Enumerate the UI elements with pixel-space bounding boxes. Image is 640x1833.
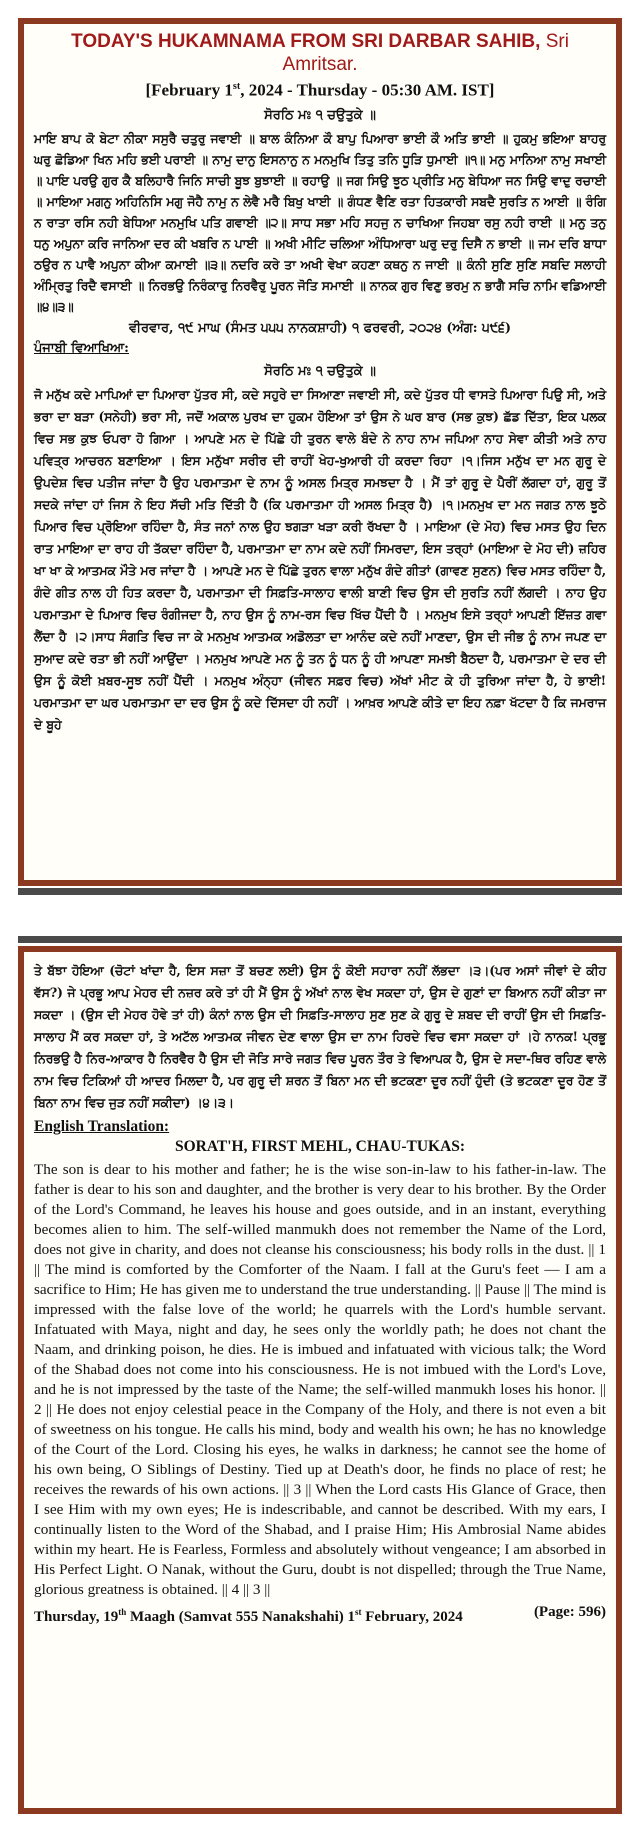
punjabi-text-part2: ਤੇ ਬੱਝਾ ਹੋਇਆ (ਚੋਟਾਂ ਖਾਂਦਾ ਹੈ, ਇਸ ਸਜ਼ਾ ਤੋਂ ਬਚਣ ਲਈ) ਉਸ ਨੂੰ ਕੋਈ ਸਹਾਰਾ ਨਹੀਂ ਲੱਭਦਾ ।੩।(ਪਰ ਅਸਾਂ ਜੀਵਾਂ ਦੇ ਕੀਹ ਵੱਸ?) ਜੇ ਪ੍ਰਭੂ ਆਪ ਮੇਹਰ ਦੀ ਨਜ਼ਰ ਕਰੇ ਤਾਂ ਹੀ ਮੈਂ ਉਸ ਨੂੰ ਅੱਖਾਂ ਨਾਲ ਵੇਖ ਸਕਦਾ ਹਾਂ, ਉਸ ਦੇ ਗੁਣਾਂ ਦਾ ਬਿਆਨ ਨਹੀਂ ਕੀਤਾ ਜਾ ਸਕਦਾ । (ਉਸ ਦੀ ਮੇਹਰ ਹੋਵੇ ਤਾਂ ਹੀ) ਕੰਨਾਂ ਨਾਲ ਉਸ ਦੀ ਸਿਫ਼ਤਿ-ਸਾਲਾਹ ਸੁਣ ਸੁਣ ਕੇ ਗੁਰੂ ਦੇ ਸ਼ਬਦ ਦੀ ਰਾਹੀਂ ਉਸ ਦੀ ਸਿਫ਼ਤਿ-ਸਾਲਾਹ ਮੈਂ ਕਰ ਸਕਦਾ ਹਾਂ, ਤੇ ਅਟੱਲ ਆਤਮਕ ਜੀਵਨ ਦੇਣ ਵਾਲਾ ਉਸ ਦਾ ਨਾਮ ਹਿਰਦੇ ਵਿਚ ਵਸਾ ਸਕਦਾ ਹਾਂ ।ਹੇ ਨਾਨਕ! ਪ੍ਰਭੂ ਨਿਰਭਉ ਹੈ ਨਿਰ-ਆਕਾਰ ਹੈ ਨਿਰਵੈਰ ਹੈ ਉਸ ਦੀ ਜੋਤਿ ਸਾਰੇ ਜਗਤ ਵਿਚ ਪੂਰਨ ਤੌਰ ਤੇ ਵਿਆਪਕ ਹੈ, ਉਸ ਦੇ ਸਦਾ-ਥਿਰ ਰਹਿਣ ਵਾਲੇ ਨਾਮ ਵਿਚ ਟਿਕਿਆਂ ਹੀ ਆਦਰ ਮਿਲਦਾ ਹੈ, ਪਰ ਗੁਰੂ ਦੀ ਸ਼ਰਨ ਤੋਂ ਬਿਨਾ ਮਨ ਦੀ ਭਟਕਣਾ ਦੂਰ ਨਹੀਂ ਹੁੰਦੀ (ਤੇ ਭਟਕਣਾ ਦੂਰ ਹੋਣ ਤੋਂ ਬਿਨਾ ਨਾਮ ਵਿਚ ਜੁੜ ਨਹੀਂ ਸਕੀਦਾ) ।੪।੩। <box>34 963 606 1110</box>
hukamnama-card-top <box>18 18 622 886</box>
gurbani-text: ਮਾਇ ਬਾਪ ਕੋ ਬੇਟਾ ਨੀਕਾ ਸਸੁਰੈ ਚਤੁਰੁ ਜਵਾਈ ॥ ਬਾਲ ਕੰਨਿਆ ਕੌ ਬਾਪੁ ਪਿਆਰਾ ਭਾਈ ਕੌ ਅਤਿ ਭਾਈ ॥ ਹੁਕਮੁ ਭਇਆ ਬਾਹਰੁ ਘਰੁ ਛੋਡਿਆ ਖਿਨ ਮਹਿ ਭਈ ਪਰਾਈ ॥ ਨਾਮੁ ਦਾਨੁ ਇਸਨਾਨੁ ਨ ਮਨਮੁਖਿ ਤਿਤੁ ਤਨਿ ਧੂੜਿ ਧੁਮਾਈ ॥੧॥ ਮਨੁ ਮਾਨਿਆ ਨਾਮੁ ਸਖਾਈ ॥ ਪਾਇ ਪਰਉ ਗੁਰ ਕੈ ਬਲਿਹਾਰੈ ਜਿਨਿ ਸਾਚੀ ਬੂਝ ਬੁਝਾਈ ॥ ਰਹਾਉ ॥ ਜਗ ਸਿਉ ਝੂਠ ਪ੍ਰੀਤਿ ਮਨੁ ਬੇਧਿਆ ਜਨ ਸਿਉ ਵਾਦੁ ਰਚਾਈ ॥ ਮਾਇਆ ਮਗਨੁ ਅਹਿਨਿਸਿ ਮਗੁ ਜੋਹੈ ਨਾਮੁ ਨ ਲੇਵੈ ਮਰੈ ਬਿਖੁ ਖਾਈ ॥ ਗੰਧਣ ਵੈਣਿ ਰਤਾ ਹਿਤਕਾਰੀ ਸਬਦੈ ਸੁਰਤਿ ਨ ਆਈ ॥ ਰੰਗਿ ਨ ਰਾਤਾ ਰਸਿ ਨਹੀ ਬੇਧਿਆ ਮਨਮੁਖਿ ਪਤਿ ਗਵਾਈ ॥੨॥ ਸਾਧ ਸਭਾ ਮਹਿ ਸਹਜੁ ਨ ਚਾਖਿਆ ਜਿਹਬਾ ਰਸੁ ਨਹੀ ਰਾਈ ॥ ਮਨੁ ਤਨੁ ਧਨੁ ਅਪੁਨਾ ਕਰਿ ਜਾਨਿਆ ਦਰ ਕੀ ਖਬਰਿ ਨ ਪਾਈ ॥ ਅਖੀ ਮੀਟਿ ਚਲਿਆ ਅੰਧਿਆਰਾ ਘਰੁ ਦਰੁ ਦਿਸੈ ਨ ਭਾਈ ॥ ਜਮ ਦਰਿ ਬਾਧਾ ਠਉਰ ਨ ਪਾਵੈ ਅਪੁਨਾ ਕੀਆ ਕਮਾਈ ॥੩॥ ਨਦਰਿ ਕਰੇ ਤਾ ਅਖੀ ਵੇਖਾ ਕਹਣਾ ਕਥਨੁ ਨ ਜਾਈ ॥ ਕੰਨੀ ਸੁਣਿ ਸੁਣਿ ਸਬਦਿ ਸਲਾਹੀ ਅੰਮ੍ਰਿਤੁ ਰਿਦੈ ਵਸਾਈ ॥ ਨਿਰਭਉ ਨਿਰੰਕਾਰੁ ਨਿਰਵੈਰੁ ਪੂਰਨ ਜੋਤਿ ਸਮਾਈ ॥ ਨਾਨਕ ਗੁਰ ਵਿਣੁ ਭਰਮੁ ਨ ਭਾਗੈ ਸਚਿ ਨਾਮਿ ਵਡਿਆਈ ॥੪॥੩॥ <box>34 130 606 314</box>
english-subheading: SORAT'H, FIRST MEHL, CHAU-TUKAS: <box>174 1138 466 1155</box>
page-number: (Page: 596) <box>533 1604 606 1620</box>
punjabi-text-part1: ਜੋ ਮਨੁੱਖ ਕਦੇ ਮਾਪਿਆਂ ਦਾ ਪਿਆਰਾ ਪੁੱਤਰ ਸੀ, ਕਦੇ ਸਹੁਰੇ ਦਾ ਸਿਆਣਾ ਜਵਾਈ ਸੀ, ਕਦੇ ਪੁੱਤਰ ਧੀ ਵਾਸਤੇ ਪਿਆਰਾ ਪਿਉ ਸੀ, ਅਤੇ ਭਰਾ ਦਾ ਬੜਾ (ਸਨੇਹੀ) ਭਰਾ ਸੀ, ਜਦੋਂ ਅਕਾਲ ਪੁਰਖ ਦਾ ਹੁਕਮ ਹੋਇਆ ਤਾਂ ਉਸ ਨੇ ਘਰ ਬਾਰ (ਸਭ ਕੁਝ) ਛੱਡ ਦਿੱਤਾ, ਇਕ ਪਲਕ ਵਿਚ ਸਭ ਕੁਝ ਓਪਰਾ ਹੋ ਗਿਆ । ਆਪਣੇ ਮਨ ਦੇ ਪਿੱਛੇ ਹੀ ਤੁਰਨ ਵਾਲੇ ਬੰਦੇ ਨੇ ਨਾਹ ਨਾਮ ਜਪਿਆ ਨਾਹ ਸੇਵਾ ਕੀਤੀ ਅਤੇ ਨਾਹ ਪਵਿਤ੍ਰ ਆਚਰਨ ਬਣਾਇਆ । ਇਸ ਮਨੁੱਖਾ ਸਰੀਰ ਦੀ ਰਾਹੀਂ ਖੇਹ-ਖੁਆਰੀ ਹੀ ਕਰਦਾ ਰਿਹਾ ।੧।ਜਿਸ ਮਨੁੱਖ ਦਾ ਮਨ ਗੁਰੂ ਦੇ ਉਪਦੇਸ਼ ਵਿਚ ਪਤੀਜ ਜਾਂਦਾ ਹੈ ਉਹ ਪਰਮਾਤਮਾ ਦੇ ਨਾਮ ਨੂੰ ਅਸਲ ਮਿਤ੍ਰ ਸਮਝਦਾ ਹੈ । ਮੈਂ ਤਾਂ ਗੁਰੂ ਦੇ ਪੈਰੀਂ ਲੱਗਦਾ ਹਾਂ, ਗੁਰੂ ਤੋਂ ਸਦਕੇ ਜਾਂਦਾ ਹਾਂ ਜਿਸ ਨੇ ਇਹ ਸੱਚੀ ਮਤਿ ਦਿੱਤੀ ਹੈ (ਕਿ ਪਰਮਾਤਮਾ ਹੀ ਅਸਲ ਮਿਤ੍ਰ ਹੈ) ।੧।ਮਨਮੁਖ ਦਾ ਮਨ ਜਗਤ ਨਾਲ ਝੂਠੇ ਪਿਆਰ ਵਿਚ ਪ੍ਰੋਇਆ ਰਹਿੰਦਾ ਹੈ, ਸੰਤ ਜਨਾਂ ਨਾਲ ਉਹ ਝਗੜਾ ਖੜਾ ਕਰੀ ਰੱਖਦਾ ਹੈ । ਮਾਇਆ (ਦੇ ਮੋਹ) ਵਿਚ ਮਸਤ ਉਹ ਦਿਨ ਰਾਤ ਮਾਇਆ ਦਾ ਰਾਹ ਹੀ ਤੱਕਦਾ ਰਹਿੰਦਾ ਹੈ, ਪਰਮਾਤਮਾ ਦਾ ਨਾਮ ਕਦੇ ਨਹੀਂ ਸਿਮਰਦਾ, ਇਸ ਤਰ੍ਹਾਂ (ਮਾਇਆ ਦੇ ਮੋਹ ਦੀ) ਜ਼ਹਿਰ ਖਾ ਖਾ ਕੇ ਆਤਮਕ ਮੌਤੇ ਮਰ ਜਾਂਦਾ ਹੈ । ਆਪਣੇ ਮਨ ਦੇ ਪਿੱਛੇ ਤੁਰਨ ਵਾਲਾ ਮਨੁੱਖ ਗੰਦੇ ਗੀਤਾਂ (ਗਾਵਣ ਸੁਣਨ) ਵਿਚ ਮਸਤ ਰਹਿੰਦਾ ਹੈ, ਗੰਦੇ ਗੀਤ ਨਾਲ ਹੀ ਹਿਤ ਕਰਦਾ ਹੈ, ਪਰਮਾਤਮਾ ਦੀ ਸਿਫ਼ਤਿ-ਸਾਲਾਹ ਵਾਲੀ ਬਾਣੀ ਵਿਚ ਉਸ ਦੀ ਸੁਰਤਿ ਨਹੀਂ ਲੱਗਦੀ । ਨਾਹ ਉਹ ਪਰਮਾਤਮਾ ਦੇ ਪਿਆਰ ਵਿਚ ਰੰਗੀਜਦਾ ਹੈ, ਨਾਹ ਉਸ ਨੂੰ ਨਾਮ-ਰਸ ਵਿਚ ਖਿੱਚ ਪੈਂਦੀ ਹੈ । ਮਨਮੁਖ ਇਸੇ ਤਰ੍ਹਾਂ ਆਪਣੀ ਇੱਜ਼ਤ ਗਵਾ ਲੈਂਦਾ ਹੈ ।੨।ਸਾਧ ਸੰਗਤਿ ਵਿਚ ਜਾ ਕੇ ਮਨਮੁਖ ਆਤਮਕ ਅਡੋਲਤਾ ਦਾ ਆਨੰਦ ਕਦੇ ਨਹੀਂ ਮਾਣਦਾ, ਉਸ ਦੀ ਜੀਭ ਨੂੰ ਨਾਮ ਜਪਣ ਦਾ ਸੁਆਦ ਕਦੇ ਰਤਾ ਭੀ ਨਹੀਂ ਆਉਂਦਾ । ਮਨਮੁਖ ਆਪਣੇ ਮਨ ਨੂੰ ਤਨ ਨੂੰ ਧਨ ਨੂੰ ਹੀ ਆਪਣਾ ਸਮਝੀ ਬੈਠਦਾ ਹੈ, ਪਰਮਾਤਮਾ ਦੇ ਦਰ ਦੀ ਉਸ ਨੂੰ ਕੋਈ ਖ਼ਬਰ-ਸੂਝ ਨਹੀਂ ਪੈਂਦੀ । ਮਨਮੁਖ ਅੰਨ੍ਹਾ (ਜੀਵਨ ਸਫ਼ਰ ਵਿਚ) ਅੱਖਾਂ ਮੀਟ ਕੇ ਹੀ ਤੁਰਿਆ ਜਾਂਦਾ ਹੈ, ਹੇ ਭਾਈ! ਪਰਮਾਤਮਾ ਦਾ ਘਰ ਪਰਮਾਤਮਾ ਦਾ ਦਰ ਉਸ ਨੂੰ ਕਦੇ ਦਿੱਸਦਾ ਹੀ ਨਹੀਂ । ਆਖ਼ਰ ਆਪਣੇ ਕੀਤੇ ਦਾ ਇਹ ਨਫ਼ਾ ਖੱਟਦਾ ਹੈ ਕਿ ਜਮਰਾਜ ਦੇ ਬੂਹੇ <box>34 386 606 732</box>
punjabi-subheading: ਸੋਰਠਿ ਮਃ ੧ ਚਉਤੁਕੇ ॥ <box>264 363 376 379</box>
date-pre: [February 1 <box>145 80 233 100</box>
divider-bar <box>18 936 622 943</box>
footer-date <box>34 1602 463 1627</box>
english-text: The son is dear to his mother and father; he is the wise son-in-law to his father-in-law. The father is dear to his son and daughter, and the brother is very dear to his brother. By the Order of the Lord's Command, he leaves his house and goes outside, and in an instant, everything becomes alien to him. The self-willed manmukh does not remember the Name of the Lord, does not give in charity, and does not cleanse his consciousness; his body rolls in the dust. || 1 || The mind is comforted by the Comforter of the Naam. I fall at the Guru's feet — I am a sacrifice to Him; He has given me to understand the true understanding. || Pause || The mind is impressed with the false love of the world; he quarrels with the Lord's humble servant. Infatuated with Maya, night and day, he sees only the worldly path; he does not chant the Naam, and drinking poison, he dies. He is imbued and infatuated with vicious talk; the Word of the Shabad does not come into his consciousness. He is not imbued with the Lord's Love, and he is not impressed by the taste of the Name; the self-willed manmukh loses his honor. || 2 || He does not enjoy celestial peace in the Company of the Holy, and there is not even a bit of sweetness on his tongue. He calls his mind, body and wealth his own; he has no knowledge of the Court of the Lord. Closing his eyes, he walks in darkness; he cannot see the home of his own being, O Siblings of Destiny. Tied up at Death's door, he finds no place of rest; he receives the rewards of his own actions. || 3 || When the Lord casts His Glance of Grace, then I see Him with my own eyes; He is indescribable, and cannot be described. With my ears, I continually listen to the Word of the Shabad, and I praise Him; His Ambrosial Name abides within my heart. He is Fearless, Formless and absolutely without vengeance; I am absorbed in His Perfect Light. O Nanak, without the Guru, doubt is not dispelled; through the True Name, glorious greatness is obtained. || 4 || 3 || <box>34 1161 607 1598</box>
hukamnama-card-bottom <box>18 946 622 1814</box>
footer-sup2: st <box>355 1607 362 1617</box>
divider-bar <box>18 888 622 895</box>
date-header <box>34 76 606 101</box>
footer-date-mid: Maagh (Samvat 555 Nanakshahi) 1 <box>126 1609 355 1625</box>
title-main: TODAY'S HUKAMNAMA FROM SRI DARBAR SAHIB, <box>71 31 541 52</box>
footer-date-post: February, 2024 <box>361 1609 463 1625</box>
title-place: Sri Amritsar. <box>282 31 569 75</box>
punjabi-dateline: ਵੀਰਵਾਰ, ੧੯ ਮਾਘ (ਸੰਮਤ ੫੫੫ ਨਾਨਕਸ਼ਾਹੀ) ੧ ਫਰਵਰੀ, ੨੦੨੪ (ਅੰਗ: ੫੯੬) <box>129 320 511 336</box>
punjabi-heading: ਪੰਜਾਬੀ ਵਿਆਖਿਆ: <box>34 340 129 356</box>
footer-dateline <box>34 1602 606 1627</box>
date-sup: st <box>232 81 241 92</box>
english-heading: English Translation: <box>34 1118 170 1135</box>
page-title <box>34 30 606 76</box>
footer-sup1: th <box>118 1607 127 1617</box>
footer-date-pre: Thursday, 19 <box>34 1609 119 1625</box>
date-post: , 2024 - Thursday - 05:30 AM. IST] <box>240 80 495 100</box>
gurbani-heading: ਸੋਰਠਿ ਮਃ ੧ ਚਉਤੁਕੇ ॥ <box>264 107 376 123</box>
